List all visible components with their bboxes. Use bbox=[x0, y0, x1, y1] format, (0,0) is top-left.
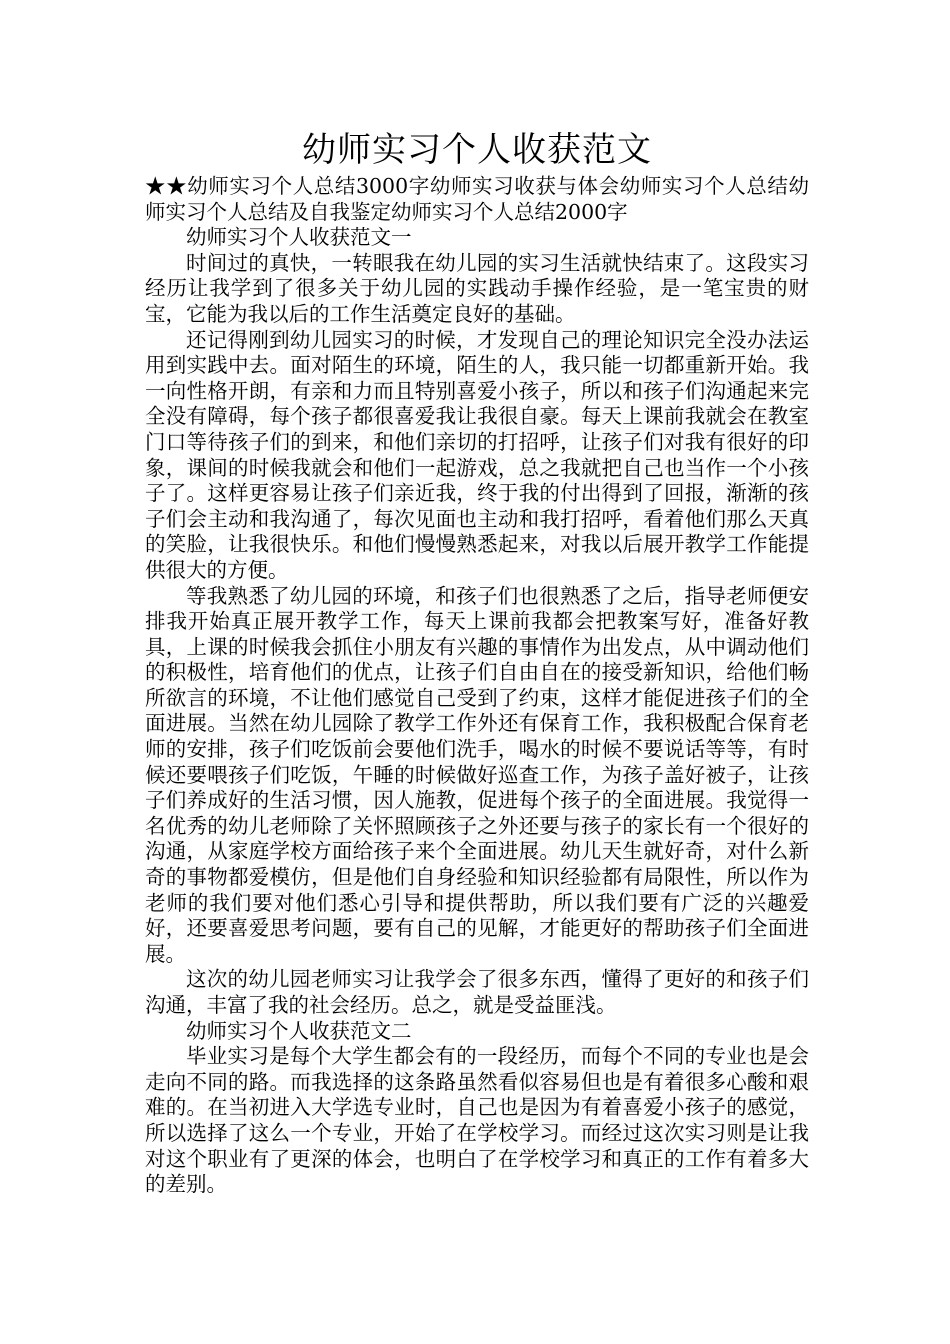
body-paragraph: 时间过的真快，一转眼我在幼儿园的实习生活就快结束了。这段实习经历让我学到了很多关于幼儿园的实践动手操作经验，是一笔宝贵的财宝，它能为我以后的工作生活奠定良好的基础。 bbox=[145, 250, 809, 326]
body-paragraph: 还记得刚到幼儿园实习的时候，才发现自己的理论知识完全没办法运用到实践中去。面对陌生的环境，陌生的人，我只能一切都重新开始。我一向性格开朗，有亲和力而且特别喜爱小孩子，所以和孩子们沟通起来完全没有障碍，每个孩子都很喜爱我让我很自豪。每天上课前我就会在教室门口等待孩子们的到来，和他们亲切的打招呼，让孩子们对我有很好的印象，课间的时候我就会和他们一起游戏，总之我就把自己也当作一个小孩子了。这样更容易让孩子们亲近我，终于我的付出得到了回报，渐渐的孩子们会主动和我沟通了，每次见面也主动和我打招呼，看着他们那么天真的笑脸，让我很快乐。和他们慢慢熟悉起来，对我以后展开教学工作能提供很大的方便。 bbox=[145, 327, 809, 582]
body-paragraph: 幼师实习个人收获范文二 bbox=[186, 1018, 412, 1043]
document-page bbox=[145, 128, 809, 1198]
body-paragraph: 这次的幼儿园老师实习让我学会了很多东西，懂得了更好的和孩子们沟通，丰富了我的社会经历。总之，就是受益匪浅。 bbox=[145, 967, 809, 1017]
document-title: 幼师实习个人收获范文 bbox=[302, 130, 652, 170]
body-paragraph: 等我熟悉了幼儿园的环境，和孩子们也很熟悉了之后，指导老师便安排我开始真正展开教学工作，每天上课前我都会把教案写好，准备好教具，上课的时候我会抓住小朋友有兴趣的事情作为出发点，从中调动他们的积极性，培育他们的优点，让孩子们自由自在的接受新知识，给他们畅所欲言的环境，不让他们感觉自己受到了约束，这样才能促进孩子们的全面进展。当然在幼儿园除了教学工作外还有保育工作，我积极配合保育老师的安排，孩子们吃饭前会要他们洗手，喝水的时候不要说话等等，有时候还要喂孩子们吃饭，午睡的时候做好巡查工作，为孩子盖好被子，让孩子们养成好的生活习惯，因人施教，促进每个孩子的全面进展。我觉得一名优秀的幼儿老师除了关怀照顾孩子之外还要与孩子的家长有一个很好的沟通，从家庭学校方面给孩子来个全面进展。幼儿天生就好奇，对什么新奇的事物都爱模仿，但是他们自身经验和知识经验都有局限性，所以作为老师的我们要对他们悉心引导和提供帮助，所以我们要有广泛的兴趣爱好，还要喜爱思考问题，要有自己的见解，才能更好的帮助孩子们全面进展。 bbox=[145, 583, 809, 966]
document-body bbox=[145, 174, 809, 1198]
body-paragraph: 幼师实习个人收获范文一 bbox=[186, 225, 412, 250]
body-paragraph: 毕业实习是每个大学生都会有的一段经历，而每个不同的专业也是会走向不同的路。而我选择的这条路虽然看似容易但也是有着很多心酸和艰难的。在当初进入大学选专业时，自己也是因为有着喜爱小孩子的感觉，所以选择了这么一个专业，开始了在学校学习。而经过这次实习则是让我对这个职业有了更深的体会，也明白了在学校学习和真正的工作有着多大的差别。 bbox=[145, 1044, 809, 1197]
summary-paragraph: ★★幼师实习个人总结3000字幼师实习收获与体会幼师实习个人总结幼师实习个人总结及自我鉴定幼师实习个人总结2000字 bbox=[145, 174, 809, 224]
